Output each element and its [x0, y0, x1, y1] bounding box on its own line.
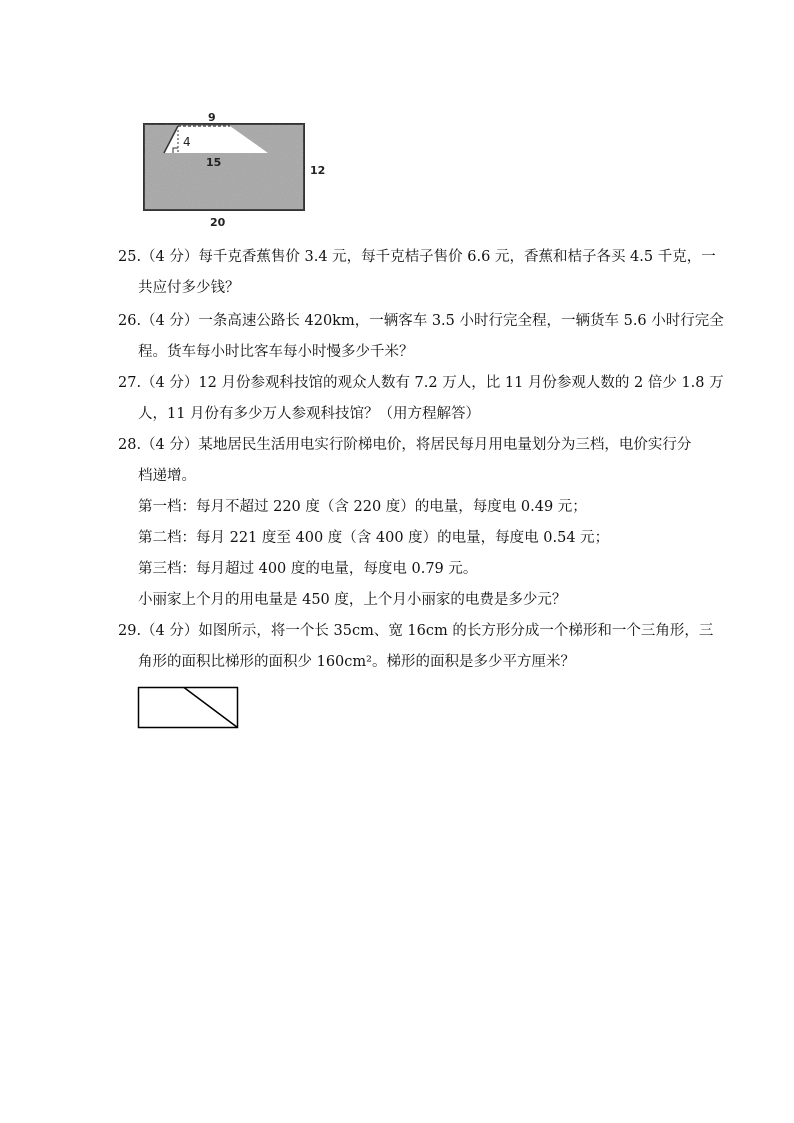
question-line: 程。货车每小时比客车每小时慢多少千米？ — [138, 344, 414, 360]
question-line: 档递增。 — [138, 468, 196, 484]
question-27 — [118, 368, 724, 430]
question-26 — [118, 306, 724, 368]
trapezoid-rectangle-figure — [140, 110, 340, 230]
tier-2-text: 第二档：每月 221 度至 400 度（含 400 度）的电量，每度电 0.54 元； — [138, 530, 610, 546]
question-line: 27.（4 分）12 月份参观科技馆的观众人数有 7.2 万人，比 11 月份参观人数的 2 倍少 1.8 万 — [118, 375, 724, 391]
question-line: 25.（4 分）每千克香蕉售价 3.4 元，每千克桔子售价 6.6 元，香蕉和桔子各买 4.5 千克，一 — [118, 249, 716, 265]
question-line: 26.（4 分）一条高速公路长 420km，一辆客车 3.5 小时行完全程，一辆货车 5.6 小时行完全 — [118, 313, 724, 329]
question-prompt: 小丽家上个月的用电量是 450 度，上个月小丽家的电费是多少元？ — [138, 592, 567, 608]
label-right: 12 — [310, 164, 326, 177]
label-top: 9 — [208, 111, 216, 124]
question-line: 29.（4 分）如图所示，将一个长 35cm、宽 16cm 的长方形分成一个梯形和一个三角形，三 — [118, 623, 714, 639]
label-bottom-inner: 15 — [206, 156, 222, 169]
question-28 — [118, 430, 692, 616]
question-25 — [118, 242, 716, 304]
label-bottom: 20 — [210, 216, 226, 229]
question-line: 角形的面积比梯形的面积少 160cm²。梯形的面积是多少平方厘米？ — [138, 654, 575, 670]
question-line: 人，11 月份有多少万人参观科技馆？（用方程解答） — [138, 406, 481, 422]
question-line: 共应付多少钱？ — [138, 280, 240, 296]
label-height: 4 — [183, 135, 191, 149]
tier-1-text: 第一档：每月不超过 220 度（含 220 度）的电量，每度电 0.49 元； — [138, 499, 587, 515]
rectangle — [139, 688, 238, 728]
tier-3-text: 第三档：每月超过 400 度的电量，每度电 0.79 元。 — [138, 561, 478, 577]
question-line: 28.（4 分）某地居民生活用电实行阶梯电价，将居民每月用电量划分为三档，电价实行分 — [118, 437, 692, 453]
rectangle-diagonal-figure — [137, 686, 240, 730]
question-29 — [118, 616, 714, 678]
